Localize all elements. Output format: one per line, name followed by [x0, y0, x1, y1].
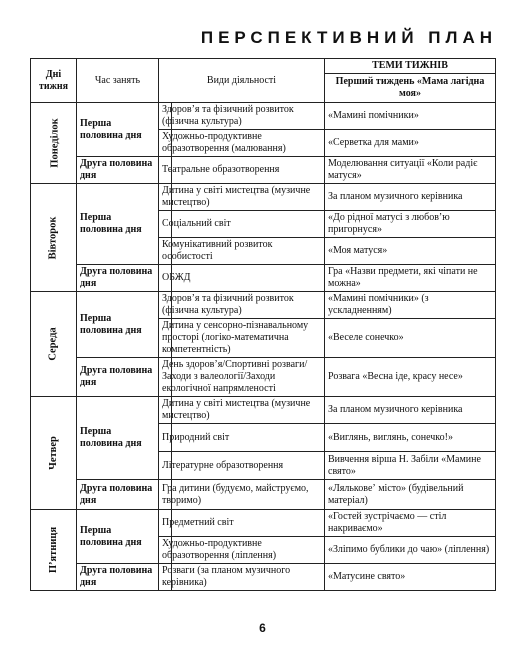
day-part: Друга половина дня [77, 265, 159, 292]
header-days: Дні тижня [31, 59, 77, 103]
table-row [31, 397, 496, 424]
table-row [31, 265, 496, 292]
day-part: Друга половина дня [77, 157, 159, 184]
activity-cell: Дитина у світі мистецтва (музичне мистецтво) [159, 397, 325, 424]
table-row [31, 103, 496, 130]
plan-table [30, 58, 496, 591]
theme-cell: «Ляльковеʼ місто» (будівельний матеріал) [325, 480, 496, 510]
page-title: ПЕРСПЕКТИВНИЙ ПЛАН [200, 28, 497, 47]
header-time: Час занять [77, 59, 159, 103]
header-week: Перший тиждень «Мама лагідна моя» [325, 74, 496, 103]
day-part: Перша половина дня [77, 292, 159, 358]
day-name [31, 184, 77, 292]
activity-cell: Розваги (за планом музичного керівника) [159, 564, 325, 591]
theme-cell: Моделювання ситуації «Коли радіє матуся» [325, 157, 496, 184]
day-part: Друга половина дня [77, 480, 159, 510]
activity-cell: Художньо-продуктивне образотворення (ліплення) [159, 537, 325, 564]
table-row [31, 480, 496, 510]
theme-cell: «Мамині помічники» [325, 103, 496, 130]
theme-cell: «Мамині помічники» (з ускладненням) [325, 292, 496, 319]
header-row [31, 59, 496, 74]
activity-cell: Театральне образотворення [159, 157, 325, 184]
day-part: Перша половина дня [77, 103, 159, 157]
day-label: Вівторок [47, 216, 59, 259]
activity-cell: Соціальний світ [159, 211, 325, 238]
theme-cell: «Моя матуся» [325, 238, 496, 265]
table-row [31, 564, 496, 591]
activity-cell: День здоров’я/Спортивні розваги/Заходи з валеології/Заходи екологічної напрямленості [159, 358, 325, 397]
header-activities: Види діяльності [159, 59, 325, 103]
theme-cell: Гра «Назви предмети, які чіпати не можна» [325, 265, 496, 292]
activity-cell: Дитина у сенсорно-пізнавальному просторі (логіко-математична компетентність) [159, 319, 325, 358]
activity-cell: Літературне образотворення [159, 452, 325, 480]
day-name [31, 103, 77, 184]
activity-cell: Здоров’я та фізичний розвиток (фізична культура) [159, 103, 325, 130]
day-name [31, 397, 77, 510]
activity-cell: Художньо-продуктивне образотворення (малювання) [159, 130, 325, 157]
theme-cell: «До рідної матусі з любов’ю пригорнуся» [325, 211, 496, 238]
activity-cell: Здоров’я та фізичний розвиток (фізична культура) [159, 292, 325, 319]
day-label: Четвер [47, 436, 59, 470]
page-number: 6 [259, 621, 266, 635]
theme-cell: За планом музичного керівника [325, 397, 496, 424]
day-label: Понеділок [49, 118, 61, 168]
day-part: Перша половина дня [77, 397, 159, 480]
activity-cell: Предметний світ [159, 510, 325, 537]
table-row [31, 184, 496, 211]
day-name [31, 510, 77, 591]
activity-cell: Природний світ [159, 424, 325, 452]
plan-body [31, 103, 496, 591]
table-row [31, 510, 496, 537]
theme-cell: «Зліпимо бублики до чаю» (ліплення) [325, 537, 496, 564]
theme-cell: За планом музичного керівника [325, 184, 496, 211]
theme-cell: «Серветка для мами» [325, 130, 496, 157]
day-label: Середа [47, 327, 59, 361]
theme-cell: Вивчення вірша Н. Забіли «Мамине свято» [325, 452, 496, 480]
theme-cell: «Веселе сонечко» [325, 319, 496, 358]
day-part: Друга половина дня [77, 358, 159, 397]
activity-cell: Комунікативний розвиток особистості [159, 238, 325, 265]
day-name [31, 292, 77, 397]
day-part: Друга половина дня [77, 564, 159, 591]
table-row [31, 157, 496, 184]
theme-cell: Розвага «Весна іде, красу несе» [325, 358, 496, 397]
day-label: П’ятниця [48, 526, 60, 574]
activity-cell: ОБЖД [159, 265, 325, 292]
theme-cell: «Виглянь, виглянь, сонечко!» [325, 424, 496, 452]
table-row [31, 292, 496, 319]
day-part: Перша половина дня [77, 184, 159, 265]
theme-cell: «Матусине свято» [325, 564, 496, 591]
header-themes: ТЕМИ ТИЖНІВ [325, 59, 496, 74]
activity-cell: Дитина у світі мистецтва (музичне мистецтво) [159, 184, 325, 211]
table-row [31, 358, 496, 397]
theme-cell: «Гостей зустрічаємо — стіл накриваємо» [325, 510, 496, 537]
activity-cell: Гра дитини (будуємо, майструємо, творимо) [159, 480, 325, 510]
day-part: Перша половина дня [77, 510, 159, 564]
